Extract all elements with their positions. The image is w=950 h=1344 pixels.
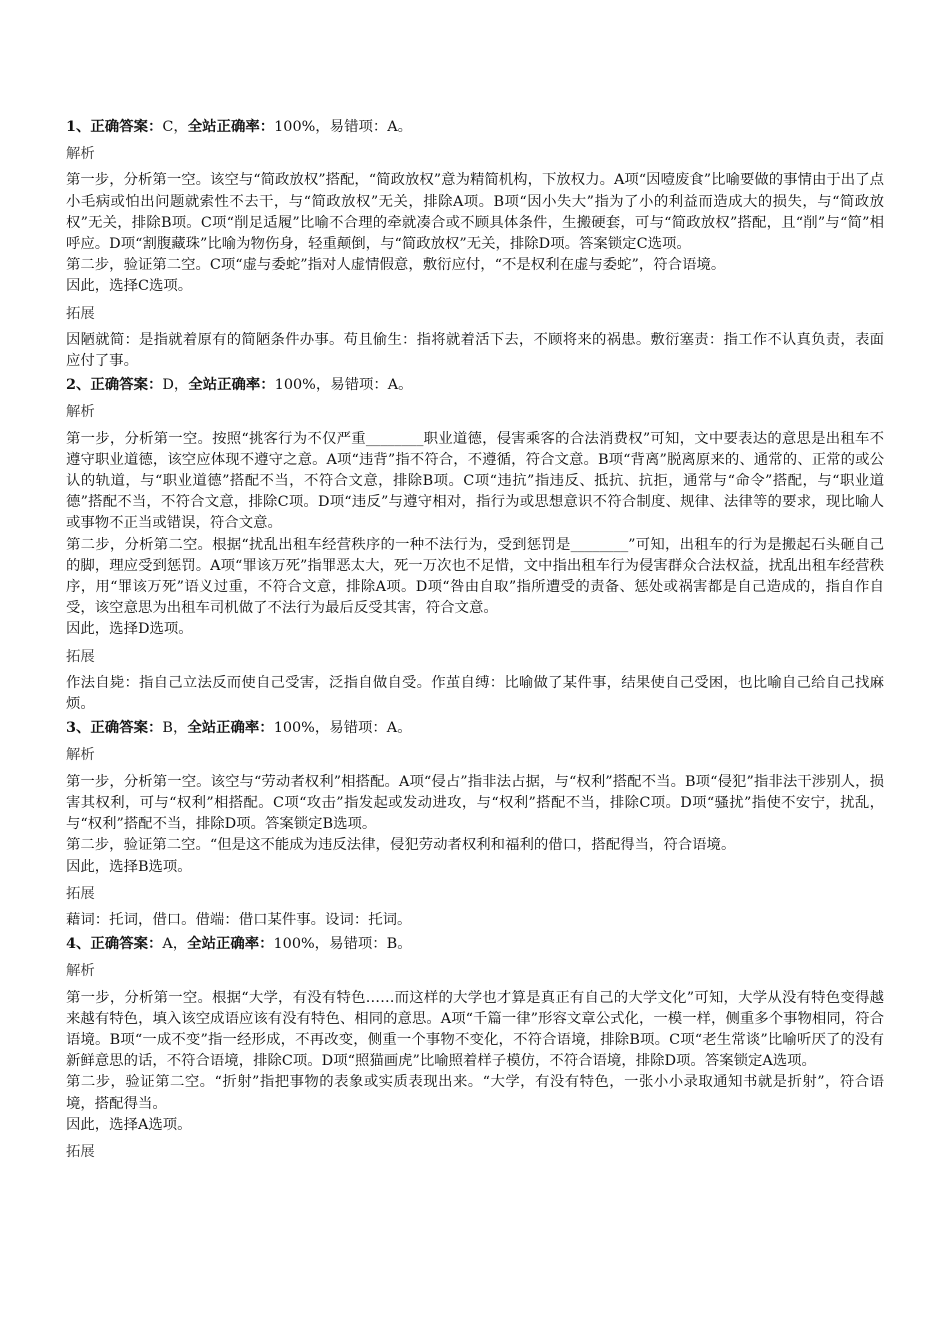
analysis-step-2: 第二步，验证第二空。“但是这不能成为违反法律，侵犯劳动者权利和福利的借口，搭配得当，符合语境。 [66,837,736,854]
rate-label: 全站正确率： [187,118,275,135]
answer-value: C， [162,119,188,135]
analysis-step-1: 第一步，分析第一空。该空与“简政放权”搭配，“简政放权”意为精简机构，下放权力。A项“因噎废食”比喻要做的事情由于出了点小毛病或怕出问题就索性不去干，与“简政放权”无关，排除A项。B项“因小失大”指为了小的利益而造成大的损失，与“简政放权”无关，排除B项。C项“削足适履”比喻不合理的牵就凑合或不顾具体条件，生搬硬套，可与“简政放权”搭配，且“削”与“简”相呼应。D项“割腹藏珠”比喻为物伤身，轻重颠倒，与“简政放权”无关，排除D项。答案锁定C选项。 [66,172,884,253]
question-1 [66,116,884,372]
answer-value: B， [162,720,188,737]
answer-header [66,933,884,955]
analysis-conclusion: 因此，选择A选项。 [66,1116,192,1133]
rate-value: 100%，易错项：A。 [273,720,412,737]
answer-label: 正确答案： [90,118,163,135]
analysis-conclusion: 因此，选择B选项。 [66,858,192,875]
analysis-step-1: 第一步，分析第一空。该空与“劳动者权利”相搭配。A项“侵占”指非法占据，与“权利”搭配不当。B项“侵犯”指非法干涉别人，损害其权利，可与“权利”相搭配。C项“攻击”指发起或发动进攻，与“权利”搭配不当，排除C项。D项“骚扰”指使不安宁，扰乱，与“权利”搭配不当，排除D项。答案锁定B选项。 [66,773,884,833]
expand-text: 因陋就简：是指就着原有的简陋条件办事。苟且偷生：指将就着活下去，不顾将来的祸患。敷衍塞责：指工作不认真负责，表面应付了事。 [66,331,884,370]
answer-label: 正确答案： [90,719,163,737]
question-2 [66,374,884,715]
expand-label: 拓展 [66,648,95,665]
rate-value: 100%，易错项：A。 [274,377,413,394]
question-number: 4、 [66,935,91,953]
question-number: 2、 [66,376,91,394]
rate-value: 100%，易错项：B。 [273,936,412,953]
question-4 [66,933,884,1163]
expand-text: 作法自毙：指自己立法反而使自己受害，泛指自做自受。作茧自缚：比喻做了某件事，结果使自己受困，也比喻自己给自己找麻烦。 [66,674,884,713]
answer-header [66,717,884,739]
analysis-label: 解析 [66,963,95,980]
analysis-conclusion: 因此，选择D选项。 [66,621,193,638]
question-number: 1、 [66,118,91,135]
expand-label: 拓展 [66,885,95,902]
answer-header [66,116,884,138]
answer-label: 正确答案： [90,376,163,394]
rate-value: 100%，易错项：A。 [274,119,413,135]
question-number: 3、 [66,719,91,737]
analysis-label: 解析 [66,747,95,764]
answer-header [66,374,884,396]
analysis-label: 解析 [66,404,95,421]
analysis-step-1: 第一步，分析第一空。按照“挑客行为不仅严重________职业道德，侵害乘客的合法消费权”可知，文中要表达的意思是出租车不遵守职业道德，该空应体现不遵守之意。A项“违背”指不符合，不遵循，符合文意。B项“背离”脱离原来的、通常的、正常的或公认的轨道，与“职业道德”搭配不当，不符合文意，排除B项。C项“违抗”指违反、抵抗、抗拒，通常与“命令”搭配，与“职业道德”搭配不当，不符合文意，排除C项。D项“违反”与遵守相对，指行为或思想意识不符合制度、规律、法律等的要求，现比喻人或事物不正当或错误，符合文意。 [66,430,884,532]
answer-value: D， [162,377,189,394]
expand-label: 拓展 [66,1143,95,1160]
analysis-conclusion: 因此，选择C选项。 [66,278,193,295]
rate-label: 全站正确率： [188,376,275,394]
expand-label: 拓展 [66,305,95,322]
analysis-label: 解析 [66,146,95,163]
answer-label: 正确答案： [90,935,163,953]
answer-value: A， [162,936,188,953]
analysis-step-2: 第二步，分析第二空。根据“扰乱出租车经营秩序的一种不法行为，受到惩罚是________”可知，出租车的行为是搬起石头砸自己的脚，理应受到惩罚。A项“罪该万死”指罪恶太大，死一万次也不足惜，文中指出租车行为侵害群众合法权益，扰乱出租车经营秩序，用“罪该万死”语义过重，不符合文意，排除A项。D项“咎由自取”指所遭受的责备、惩处或祸害都是自己造成的，指自作自受，该空意思为出租车司机做了不法行为最后反受其害，符合文意。 [66,536,884,617]
rate-label: 全站正确率： [187,719,274,737]
analysis-step-2: 第二步，验证第二空。C项“虚与委蛇”指对人虚情假意，敷衍应付，“不是权利在虚与委蛇”，符合语境。 [66,257,726,274]
analysis-step-2: 第二步，验证第二空。“折射”指把事物的表象或实质表现出来。“大学，有没有特色，一张小小录取通知书就是折射”，符合语境，搭配得当。 [66,1074,884,1112]
question-3 [66,717,884,931]
expand-text: 藉词：托词，借口。借端：借口某件事。设词：托词。 [66,911,412,928]
analysis-step-1: 第一步，分析第一空。根据“大学，有没有特色……而这样的大学也才算是真正有自己的大学文化”可知，大学从没有特色变得越来越有特色，填入该空成语应该有没有特色、相同的意思。A项“千篇一律”形容文章公式化，一模一样，侧重多个事物相同，符合语境。B项“一成不变”指一经形成，不再改变，侧重一个事物不变化，不符合语境，排除B项。C项“老生常谈”比喻听厌了的没有新鲜意思的话，不符合语境，排除C项。D项“照猫画虎”比喻照着样子模仿，不符合语境，排除D项。答案锁定A选项。 [66,989,884,1070]
rate-label: 全站正确率： [187,935,274,953]
